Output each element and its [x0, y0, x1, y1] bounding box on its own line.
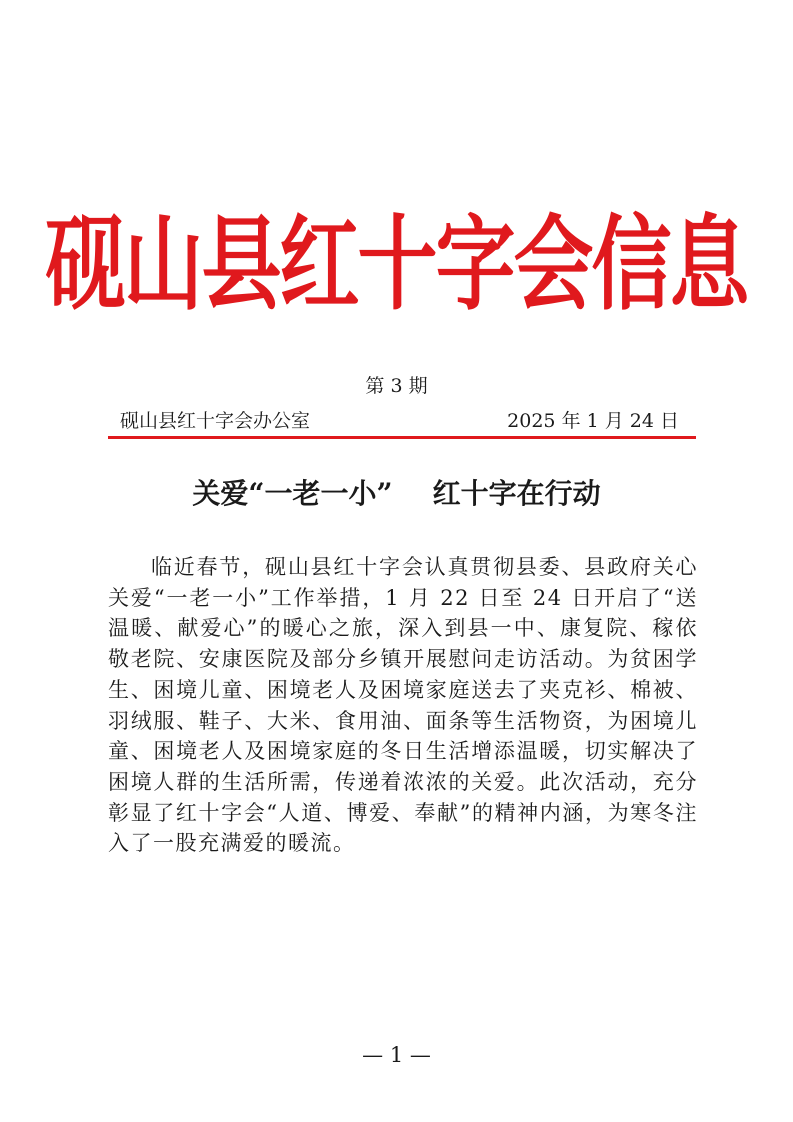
red-divider-rule [108, 436, 696, 439]
issuer-office: 砚山县红十字会办公室 [120, 410, 311, 432]
masthead-title: 砚山县红十字会信息 [45, 204, 748, 324]
article-body-paragraph: 临近春节，砚山县红十字会认真贯彻县委、县政府关心关爱“一老一小”工作举措，1 月 22 日至 24 日开启了“送温暖、献爱心”的暖心之旅，深入到县一中、康复院、稼依敬老院、安康医院及部分乡镇开展慰问走访活动。为贫困学生、困境儿童、困境老人及困境家庭送去了夹克衫、棉被、羽绒服、鞋子、大米、食用油、面条等生活物资，为困境儿童、困境老人及困境家庭的冬日生活增添温暖，切实解决了困境人群的生活所需，传递着浓浓的关爱。此次活动，充分彰显了红十字会“人道、博爱、奉献”的精神内涵，为寒冬注入了一股充满爱的暖流。 [108, 555, 698, 856]
article-title [0, 474, 793, 514]
article-title-part2: 红十字在行动 [432, 477, 601, 510]
issue-number: 第 3 期 [365, 375, 428, 397]
article-title-part1: 关爱“一老一小” [192, 477, 393, 510]
page-number: — 1 — [362, 1043, 431, 1067]
issue-date: 2025 年 1 月 24 日 [507, 410, 679, 432]
